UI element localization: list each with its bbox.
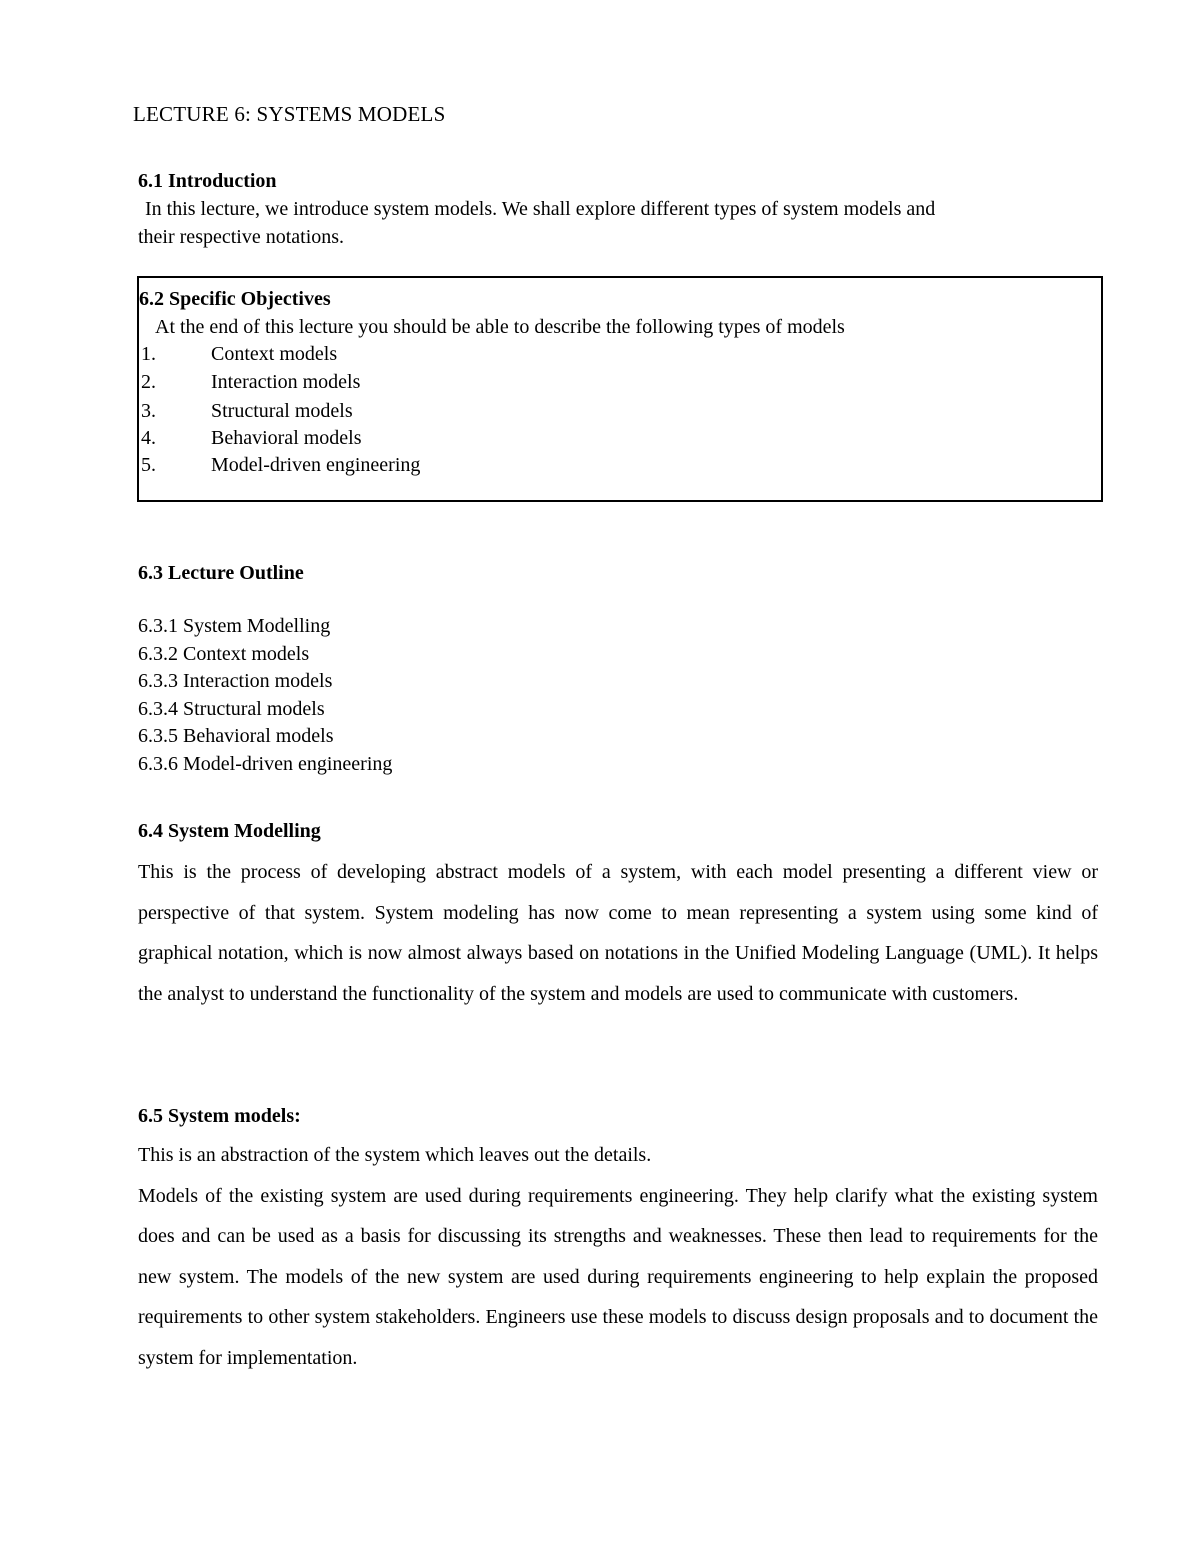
objective-label: Interaction models — [211, 371, 361, 393]
system-models-paragraph-1: This is an abstraction of the system which leaves out the details. — [138, 1144, 652, 1166]
system-modelling-body — [138, 852, 1098, 1014]
outline-item: 6.3.6 Model-driven engineering — [138, 753, 393, 775]
objective-number: 5. — [141, 454, 156, 476]
outline-item: 6.3.1 System Modelling — [138, 615, 331, 637]
system-models-heading: 6.5 System models: — [138, 1105, 301, 1127]
objective-number: 2. — [141, 371, 156, 393]
outline-item: 6.3.4 Structural models — [138, 698, 325, 720]
outline-item: 6.3.2 Context models — [138, 643, 310, 665]
objective-number: 1. — [141, 343, 156, 365]
objective-label: Context models — [211, 343, 338, 365]
system-models-paragraph-2: Models of the existing system are used during requirements engineering. They help clarify what the existing system does and can be used as a basis for discussing its strengths and weaknesses. These then lead to requirements for the new system. The models of the new system are used during requirements engineering to help explain the proposed requirements to other system stakeholders. Engineers use these models to discuss design proposals and to document the system for implementation. — [138, 1184, 1098, 1369]
introduction-heading: 6.1 Introduction — [138, 170, 277, 192]
system-modelling-heading: 6.4 System Modelling — [138, 820, 321, 842]
introduction-line-2: their respective notations. — [138, 226, 345, 248]
objective-number: 4. — [141, 427, 156, 449]
outline-item: 6.3.5 Behavioral models — [138, 725, 334, 747]
objective-label: Model-driven engineering — [211, 454, 421, 476]
page-title: LECTURE 6: SYSTEMS MODELS — [133, 102, 446, 126]
outline-item: 6.3.3 Interaction models — [138, 670, 333, 692]
objective-number: 3. — [141, 400, 156, 422]
outline-heading: 6.3 Lecture Outline — [138, 562, 304, 584]
objective-label: Behavioral models — [211, 427, 362, 449]
objectives-intro: At the end of this lecture you should be able to describe the following types of models — [155, 316, 845, 338]
system-modelling-paragraph: This is the process of developing abstract models of a system, with each model presenting a different view or perspective of that system. System modeling has now come to mean representing a system using some kind of graphical notation, which is now almost always based on notations in the Unified Modeling Language (UML). It helps the analyst to understand the functionality of the system and models are used to communicate with customers. — [138, 861, 1098, 1005]
objectives-box — [137, 276, 1103, 502]
system-models-body — [138, 1135, 1098, 1378]
objective-label: Structural models — [211, 400, 353, 422]
introduction-line-1: In this lecture, we introduce system models. We shall explore different types of system models and — [145, 198, 936, 220]
objectives-heading: 6.2 Specific Objectives — [139, 288, 331, 310]
